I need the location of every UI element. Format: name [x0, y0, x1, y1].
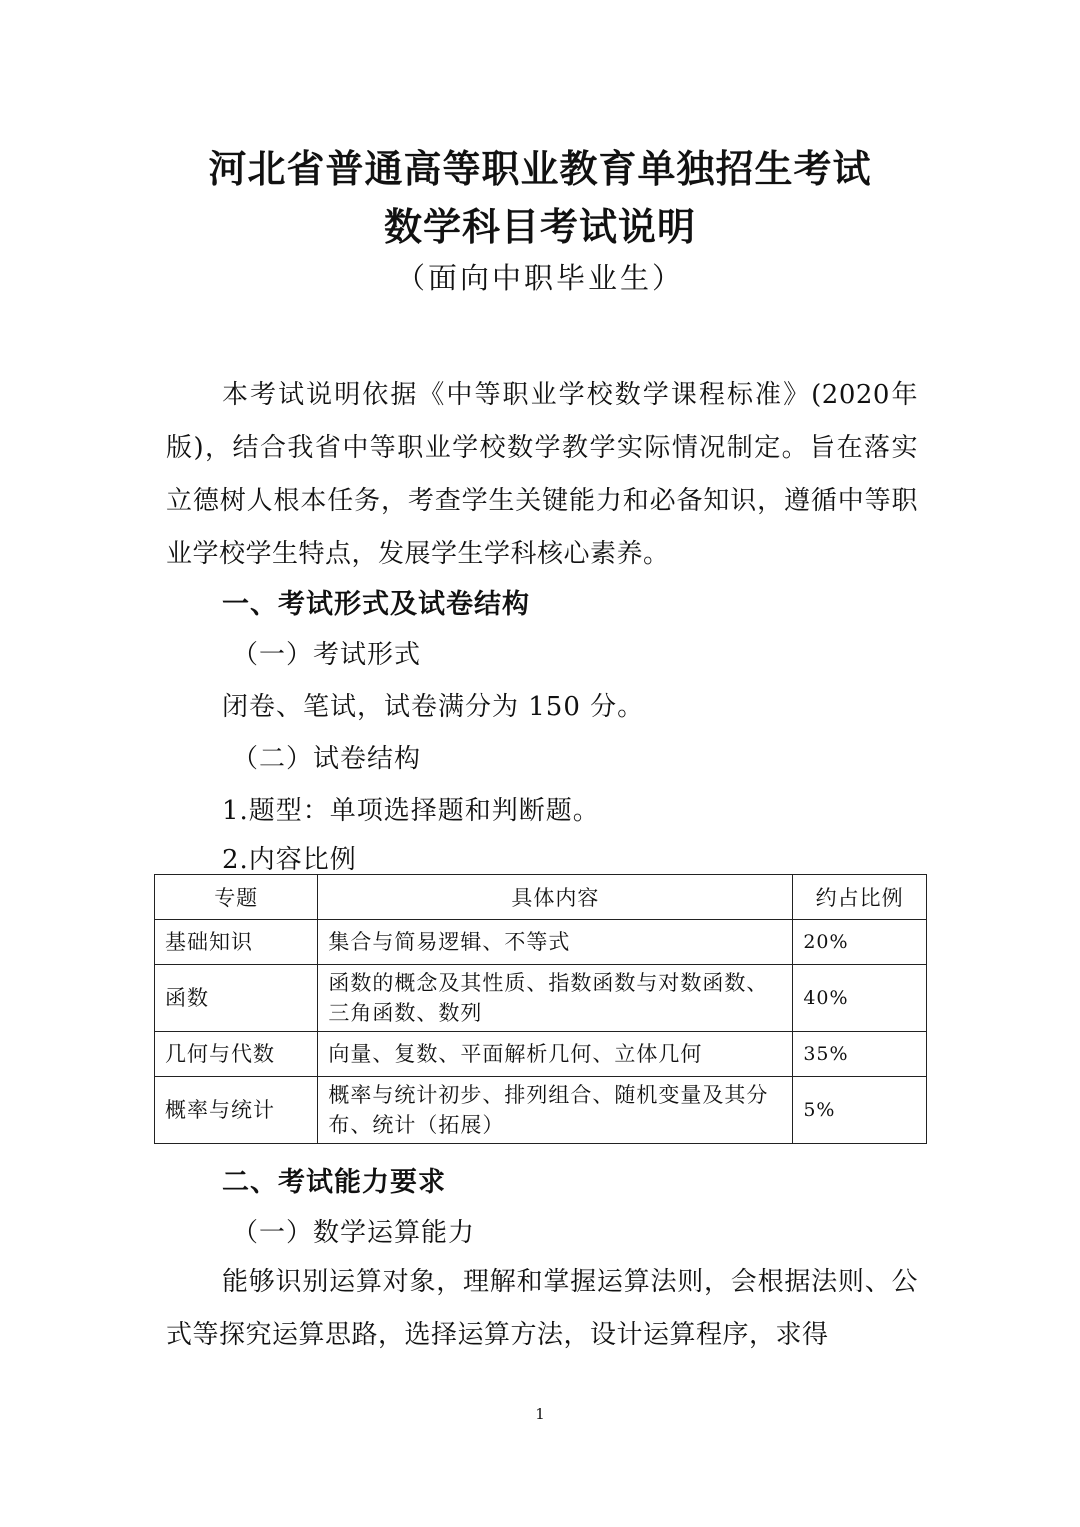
- table-cell-ratio: 5%: [793, 1077, 927, 1144]
- section1-heading: 一、考试形式及试卷结构: [222, 589, 530, 620]
- section2-sub1-heading: （一）数学运算能力: [232, 1218, 476, 1248]
- exam-format-text: 闭卷、笔试，试卷满分为 150 分。: [222, 692, 645, 722]
- table-header-row: [155, 875, 927, 920]
- intro-paragraph: 本考试说明依据《中等职业学校数学课程标准》(2020年版)，结合我省中等职业学校数学教学实际情况制定。旨在落实立德树人根本任务，考查学生关键能力和必备知识，遵循中等职业学校学生特点，发展学生学科核心素养。: [166, 380, 918, 569]
- table-cell-topic: 函数: [155, 965, 318, 1032]
- table-row: [155, 965, 927, 1032]
- page-number: 1: [535, 1405, 545, 1423]
- document-subtitle: （面向中职毕业生）: [395, 261, 684, 295]
- table-header-topic: 专题: [155, 875, 318, 920]
- table-cell-ratio: 35%: [793, 1032, 927, 1077]
- table-row: [155, 1032, 927, 1077]
- table-cell-ratio: 40%: [793, 965, 927, 1032]
- table-header-ratio: 约占比例: [793, 875, 927, 920]
- table-cell-topic: 几何与代数: [155, 1032, 318, 1077]
- content-ratio-table: [154, 874, 927, 1144]
- document-title-line1: 河北省普通高等职业教育单独招生考试: [208, 147, 872, 191]
- table-header-content: 具体内容: [318, 875, 793, 920]
- section2-heading: 二、考试能力要求: [222, 1167, 446, 1198]
- section1-sub1-heading: （一）考试形式: [232, 640, 422, 670]
- table-cell-content: 向量、复数、平面解析几何、立体几何: [318, 1032, 793, 1077]
- table-cell-content: 概率与统计初步、排列组合、随机变量及其分布、统计（拓展）: [318, 1077, 793, 1144]
- table-cell-topic: 概率与统计: [155, 1077, 318, 1144]
- math-ability-paragraph: 能够识别运算对象，理解和掌握运算法则，会根据法则、公式等探究运算思路，选择运算方法，设计运算程序，求得: [166, 1267, 918, 1350]
- document-title-line2: 数学科目考试说明: [383, 205, 696, 249]
- question-type-item: 1.题型：单项选择题和判断题。: [222, 796, 600, 826]
- table-row: [155, 1077, 927, 1144]
- table-row: [155, 920, 927, 965]
- table-cell-ratio: 20%: [793, 920, 927, 965]
- table-cell-content: 函数的概念及其性质、指数函数与对数函数、三角函数、数列: [318, 965, 793, 1032]
- content-ratio-item: 2.内容比例: [222, 845, 357, 875]
- table-cell-content: 集合与简易逻辑、不等式: [318, 920, 793, 965]
- section1-sub2-heading: （二）试卷结构: [232, 744, 422, 774]
- table-cell-topic: 基础知识: [155, 920, 318, 965]
